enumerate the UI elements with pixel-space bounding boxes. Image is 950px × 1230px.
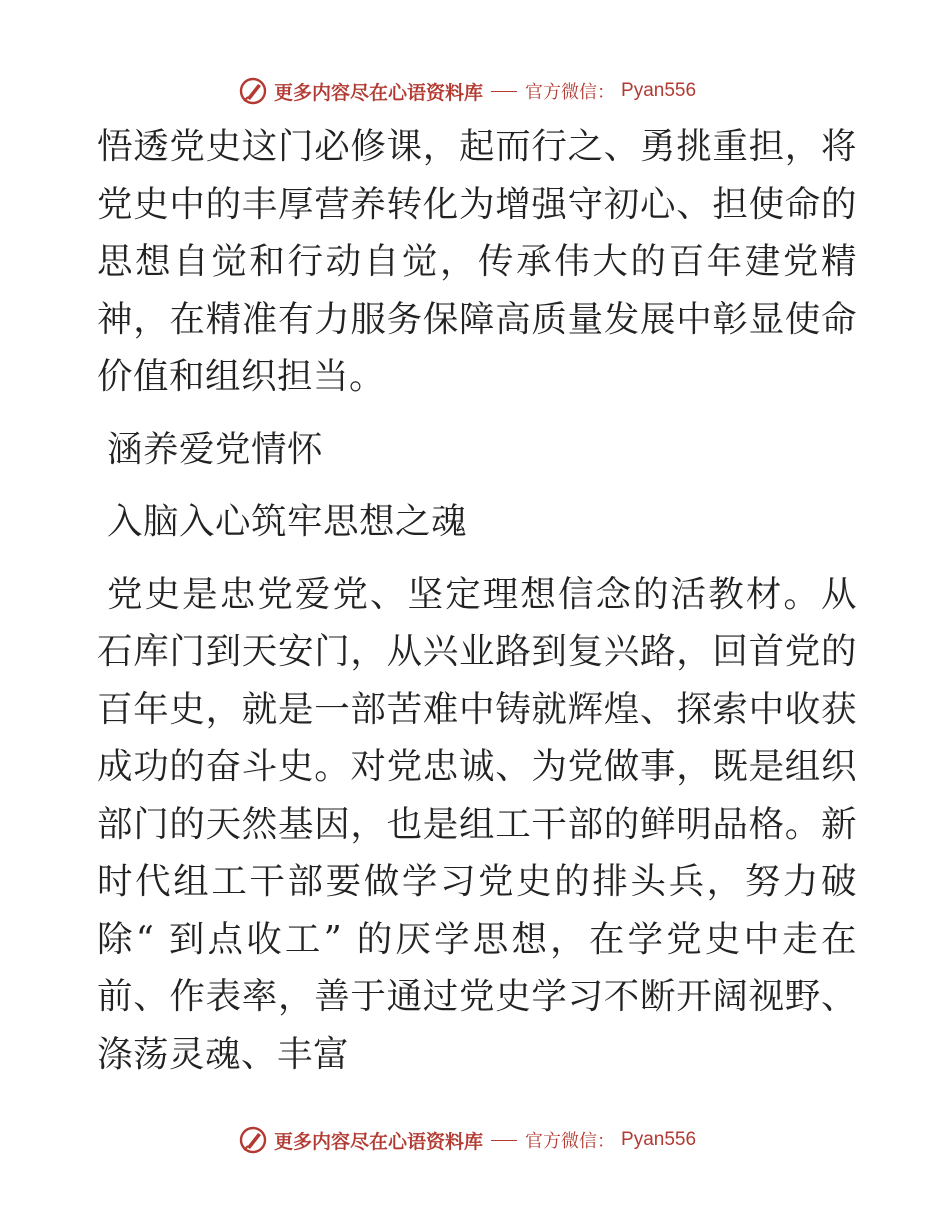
banner-wechat-id: Pyan556 [621,80,697,101]
banner-divider [491,1140,517,1141]
banner-brand-text: 更多内容尽在心语资料库 [274,1130,484,1153]
banner-divider [491,91,517,92]
footer-banner [238,1123,696,1157]
body-paragraph-1: 悟透党史这门必修课，起而行之、勇挑重担，将党史中的丰厚营养转化为增强守初心、担使命的思想自觉和行动自觉，传承伟大的百年建党精神，在精准有力服务保障高质量发展中彰显使命价值和组织担当。 [97,126,857,397]
banner-brand-text: 更多内容尽在心语资料库 [274,81,484,104]
banner-official-label: 官方微信： [525,1131,616,1152]
document-body [97,118,857,1083]
section-heading-1: 涵养爱党情怀 [107,428,324,470]
banner-official-label: 官方微信： [525,82,616,103]
body-paragraph-2: 党史是忠党爱党、坚定理想信念的活教材。从石库门到天安门，从兴业路到复兴路，回首党的百年史，就是一部苦难中铸就辉煌、探索中收获成功的奋斗史。对党忠诚、为党做事，既是组织部门的天然基因，也是组工干部的鲜明品格。新时代组工干部要做学习党史的排头兵，努力破除“ 到点收工” 的厌学思想，在学党史中走在前、作表率，善于通过党史学习不断开阔视野、涤荡灵魂、丰富 [97,573,857,1075]
section-heading-2: 入脑入心筑牢思想之魂 [107,501,468,542]
quill-pen-icon [238,1125,268,1155]
banner-wechat-id: Pyan556 [621,1129,697,1150]
header-banner [238,74,696,108]
quill-pen-icon [238,76,268,106]
